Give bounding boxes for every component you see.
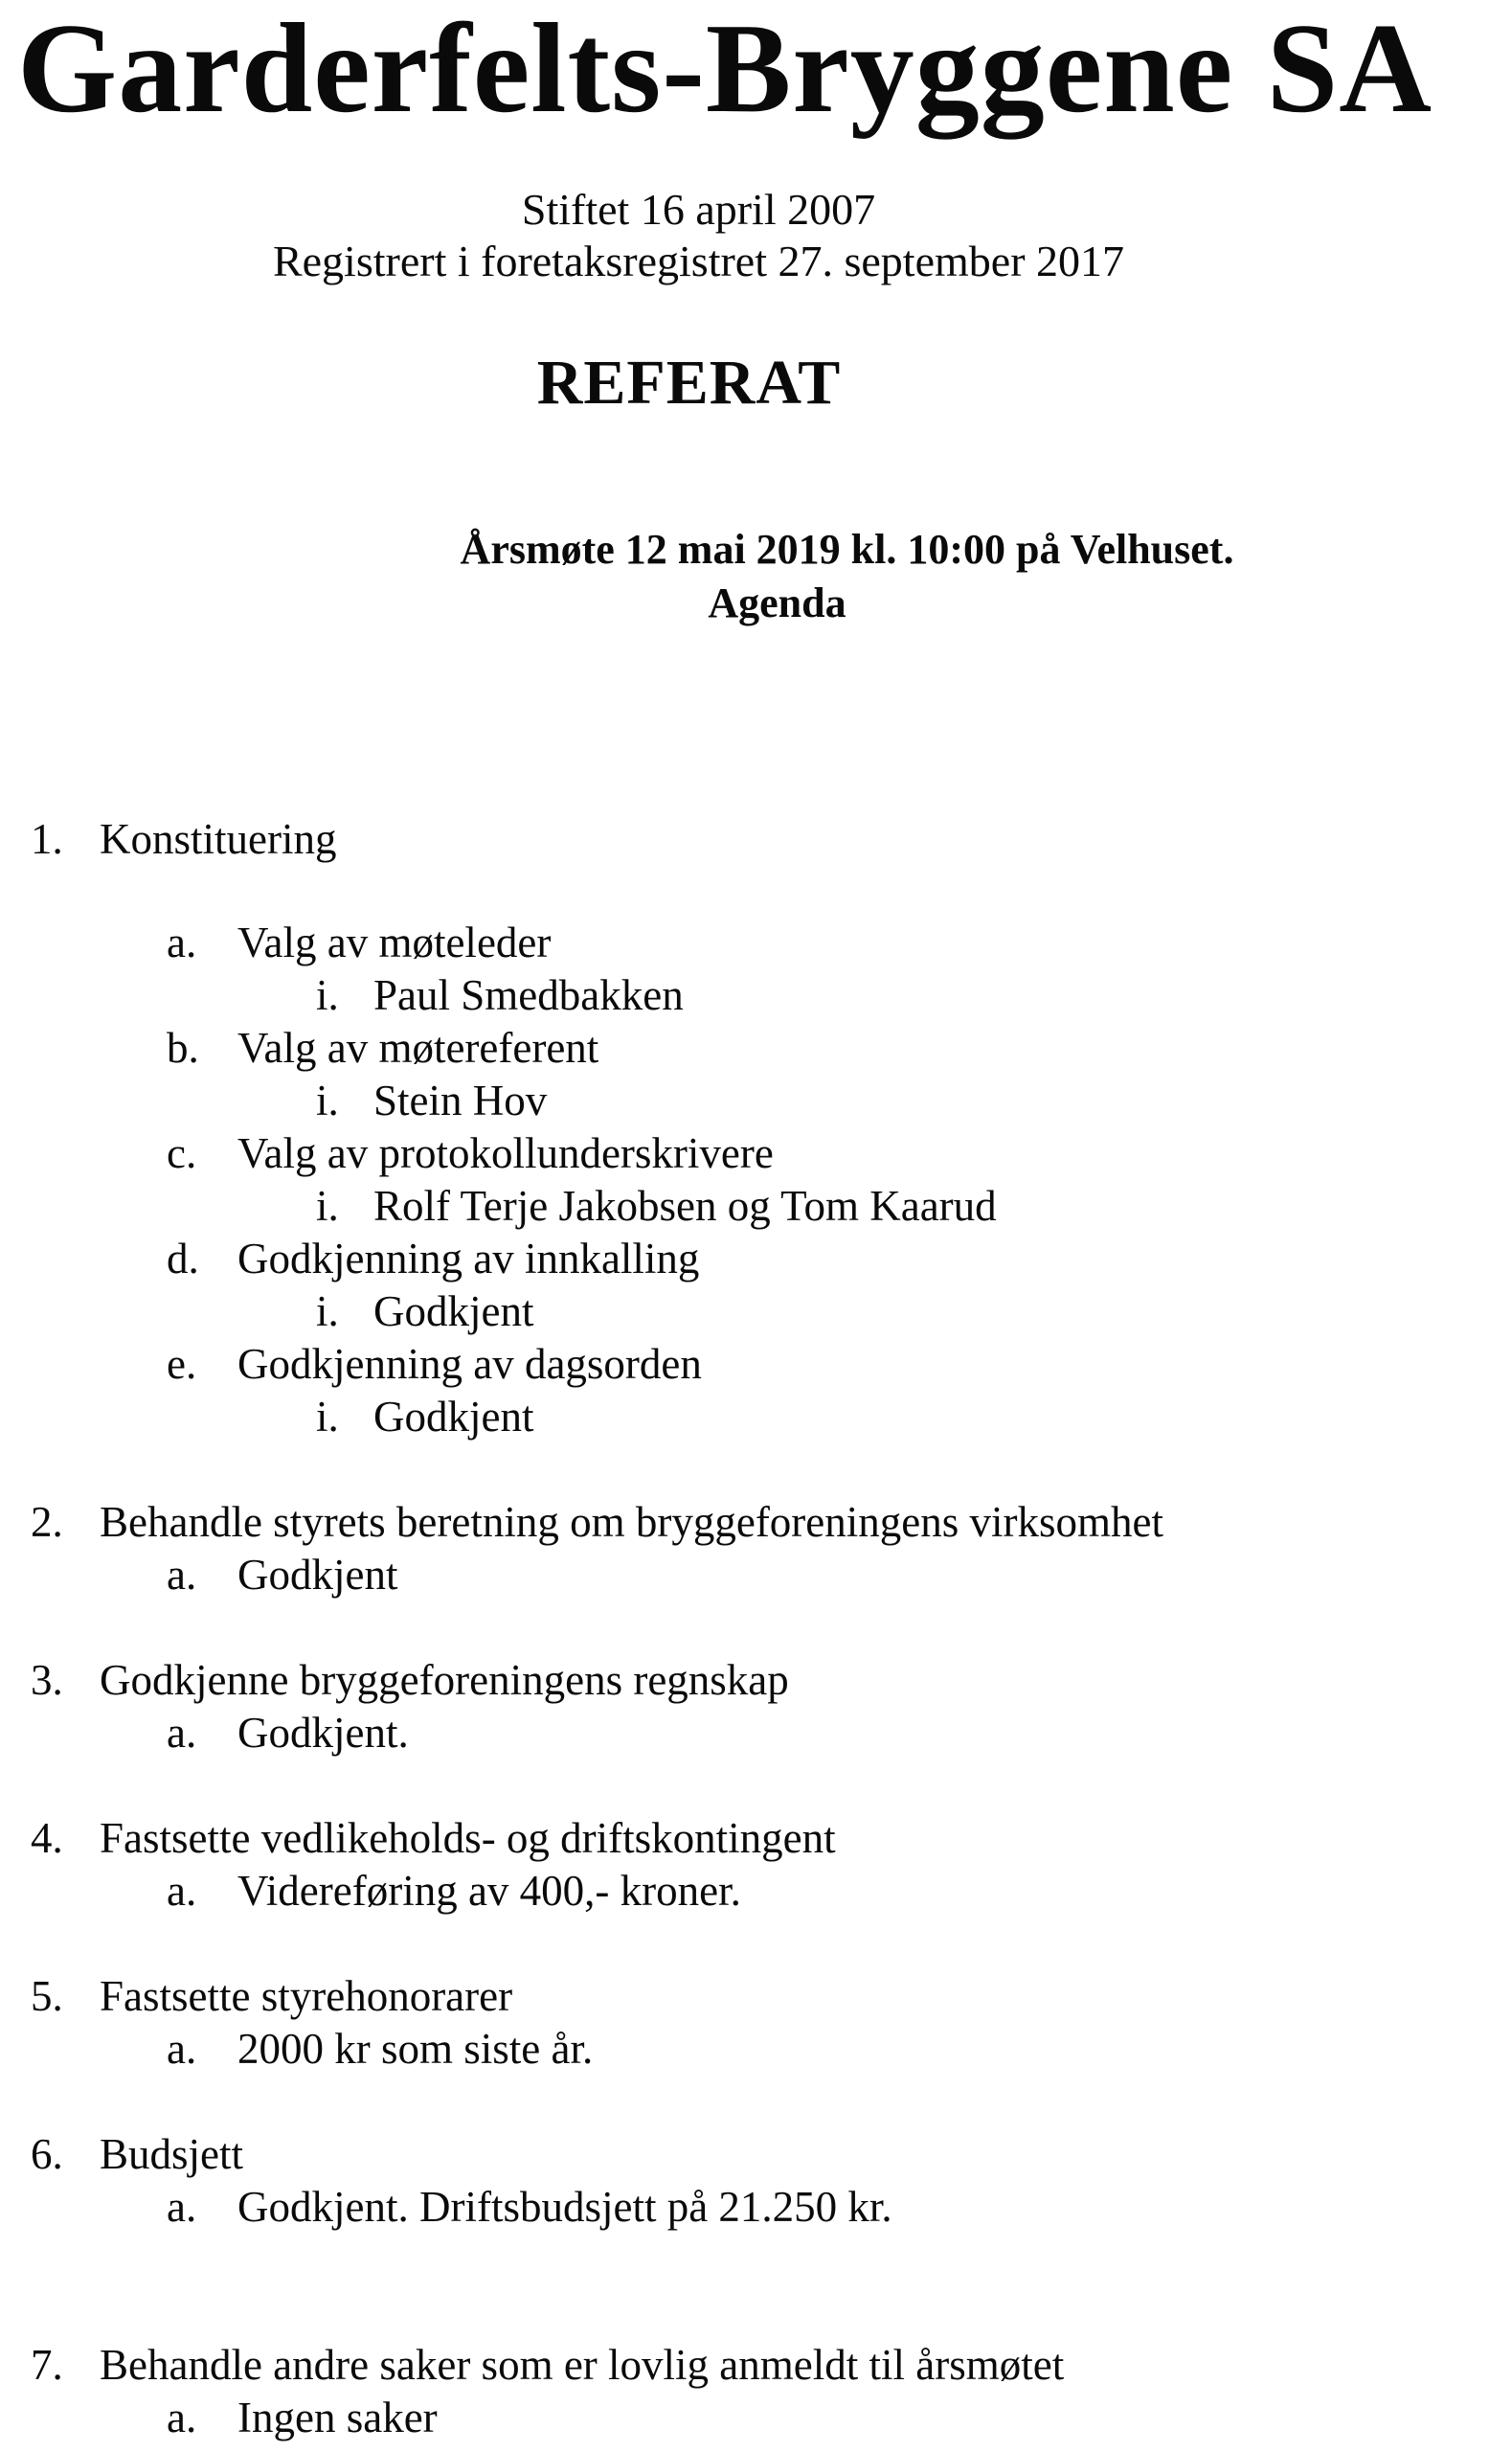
agenda-heading: Agenda bbox=[708, 579, 846, 626]
meeting-line: Årsmøte 12 mai 2019 kl. 10:00 på Velhuset. bbox=[460, 526, 1234, 573]
registered-line: Registrert i foretaksregistret 27. september 2017 bbox=[272, 237, 1125, 285]
founded-line: Stiftet 16 april 2007 bbox=[521, 185, 876, 234]
document-title: REFERAT bbox=[536, 348, 842, 418]
item-number: 1. bbox=[31, 815, 63, 863]
item-text: Konstituering bbox=[100, 815, 337, 863]
organization-title: Garderfelts-Bryggene SA bbox=[17, 0, 1433, 139]
